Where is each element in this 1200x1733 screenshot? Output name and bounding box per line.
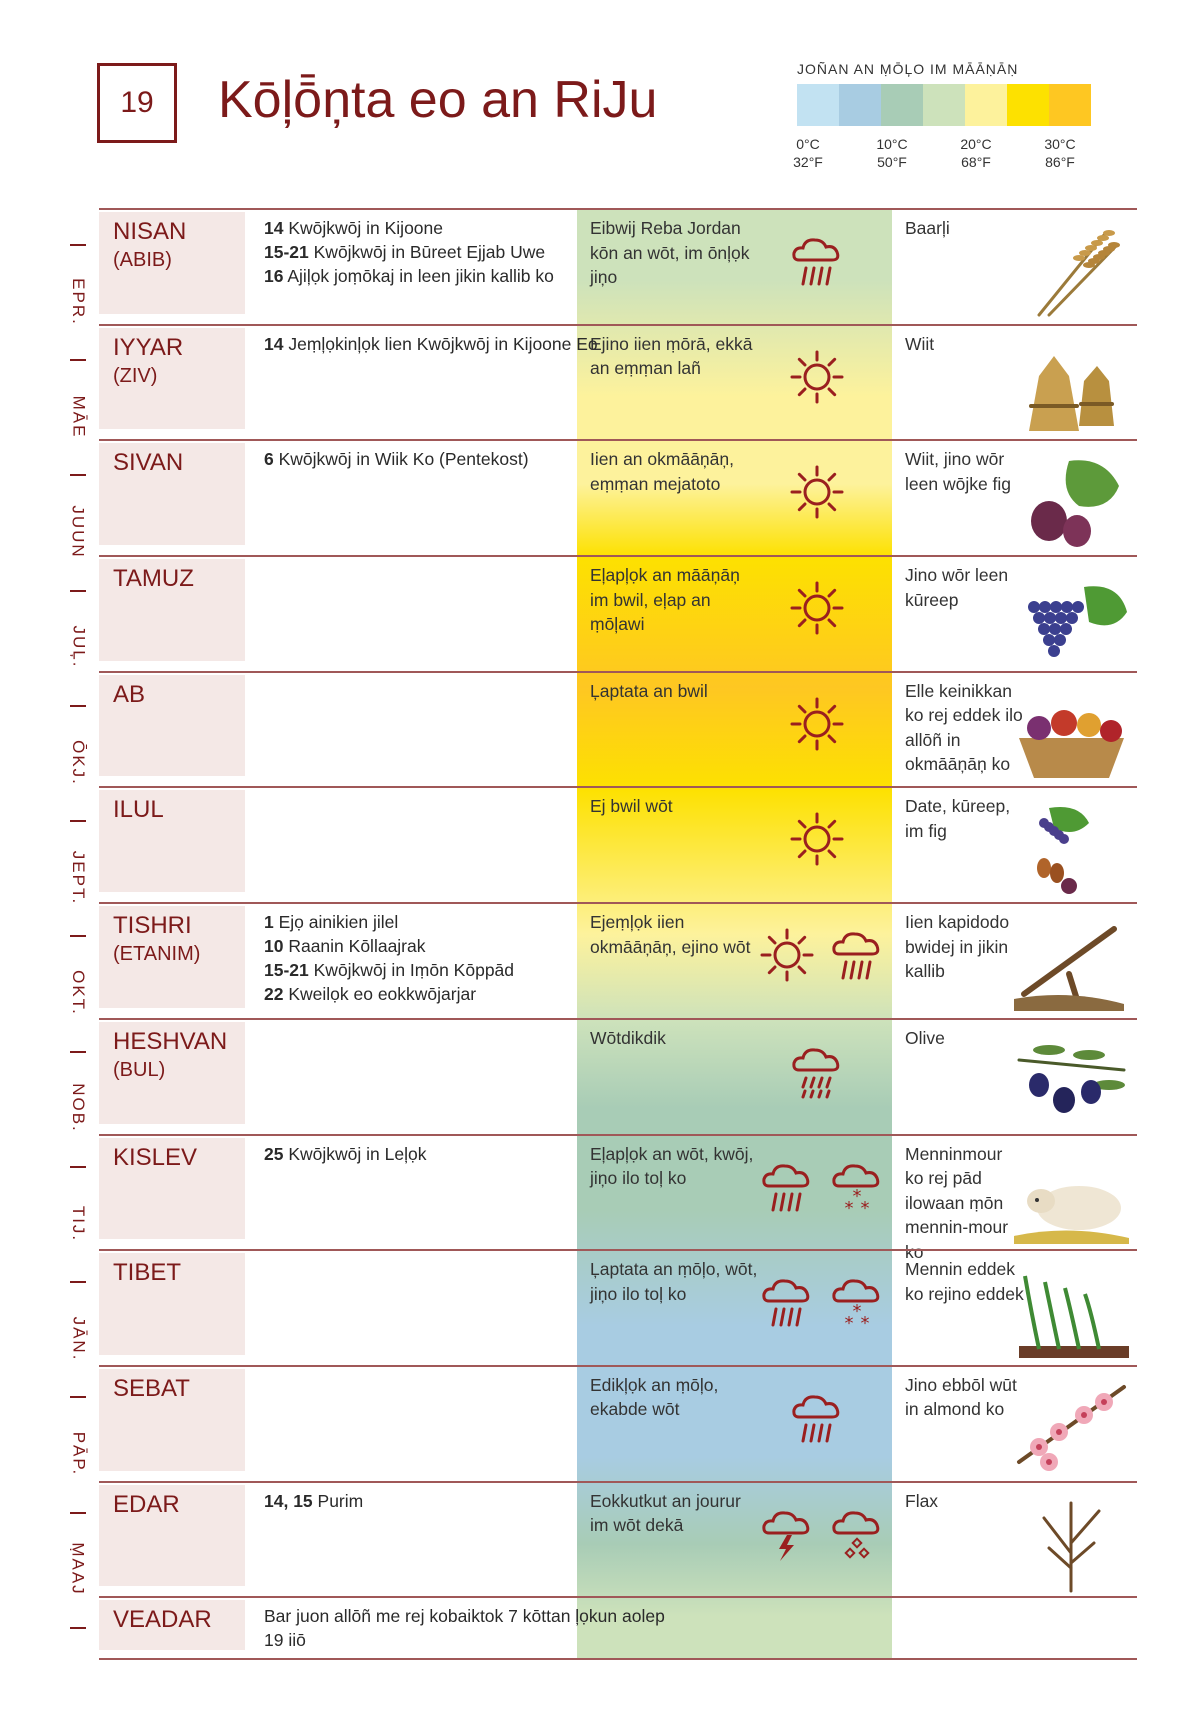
festival-date: 25: [264, 1143, 284, 1164]
rain-icon: [759, 1271, 815, 1333]
hebrew-month-name: [113, 1028, 227, 1084]
legend-tick-celsius: 30°C: [1044, 136, 1076, 152]
light-rain-icon: [789, 1040, 845, 1102]
row-divider: [99, 1134, 1137, 1136]
sun-icon: [789, 808, 845, 870]
wheat-sheaves-icon: [1009, 336, 1134, 436]
festival-name: Raanin Kōllaajrak: [283, 936, 426, 957]
festival-date: 22: [264, 984, 284, 1005]
festival-name: Ejọ ainikien jilel: [273, 912, 399, 933]
gregorian-month-label: [62, 820, 94, 935]
legend-tick-celsius: 0°C: [796, 136, 820, 152]
month-alt-name: (ZIV): [113, 364, 158, 387]
svg-text:*: *: [860, 1313, 870, 1334]
hebrew-month-name: [113, 1375, 190, 1403]
crop-description: Wiit: [905, 333, 935, 354]
rain-icon: [829, 924, 885, 986]
crop-illustration: [1009, 683, 1134, 783]
festival-name: Kweilọk eo eokkwōjarjar: [283, 984, 477, 1005]
weather-description: Ļaptata an ṃōļo, wōt, jiņo ilo toļ ko: [590, 1259, 758, 1304]
crop-illustration: [1009, 798, 1134, 898]
storm-icon: [759, 1503, 815, 1565]
festival-name: Kwōjkwōj in Kijoone: [283, 218, 443, 238]
month-name: SEBAT: [113, 1374, 190, 1402]
sun-icon: [759, 924, 815, 986]
hebrew-month-name: [113, 334, 183, 390]
crop-illustration: [1009, 1493, 1134, 1593]
month-name: TISHRI: [113, 912, 192, 940]
festival-date: 6: [264, 449, 274, 470]
gregorian-month-label: [62, 935, 94, 1050]
svg-text:*: *: [852, 1185, 862, 1207]
gregorian-month-label: [62, 474, 94, 589]
legend-tick: [862, 135, 922, 171]
row-divider: [99, 1596, 1137, 1598]
rain-icon: [759, 1156, 815, 1218]
sun-icon: [789, 693, 845, 755]
crop-description: Iien kapidodo bwidej in jikin kallib: [905, 912, 1010, 982]
page-title: Kōļō̄ņta eo an RiJu: [218, 71, 658, 129]
crop-illustration: [1009, 914, 1134, 1014]
temperature-legend-title: JOÑAN AN ṂŌĻO IM MĀĀṆĀṆ: [797, 61, 1019, 77]
row-divider: [99, 324, 1137, 326]
festival-date: 16: [264, 266, 284, 286]
month-name: NISAN: [113, 218, 187, 245]
gregorian-month-label: [62, 590, 94, 705]
legend-tick: [1030, 135, 1090, 171]
hebrew-month-name: [113, 218, 186, 274]
gregorian-month-text: JUUN: [69, 505, 88, 559]
weather-description: Ejeṃļọk iien okmāāņāņ, ejino wōt: [590, 912, 751, 957]
sprouts-icon: [1009, 1261, 1134, 1361]
row-divider: [99, 671, 1137, 673]
month-name: IYYAR: [113, 333, 184, 361]
crop-illustration: [1009, 451, 1134, 551]
gregorian-month-label: [62, 705, 94, 820]
festival-date: 15-21: [264, 960, 309, 981]
gregorian-month-text: PĀP.: [69, 1431, 88, 1477]
crop-illustration: [1009, 1261, 1134, 1361]
legend-swatch: [923, 84, 965, 126]
legend-swatch: [797, 84, 839, 126]
crop-illustration: [1009, 567, 1134, 667]
legend-swatch: [965, 84, 1007, 126]
legend-tick: [778, 135, 838, 171]
hebrew-month-name: [113, 565, 194, 593]
month-alt-name: (ABIB): [113, 249, 172, 271]
festival-entry: [264, 1604, 676, 1652]
weather-description: Eļapļọk an māāņāņ im bwil, eļap an ṃōļawi: [590, 565, 740, 635]
fig-icon: [1009, 451, 1134, 551]
svg-text:*: *: [844, 1197, 854, 1218]
row-divider: [99, 902, 1137, 904]
crop-description: Olive: [905, 1027, 945, 1048]
crop-description: Menninmour ko rej pād ilowaan ṃōn mennin-mour ko: [905, 1143, 1009, 1262]
crop-illustration: [1009, 220, 1134, 320]
hebrew-month-name: [113, 1144, 197, 1172]
svg-text:*: *: [852, 1301, 862, 1323]
almond-blossom-icon: [1009, 1377, 1134, 1477]
festival-date: 10: [264, 936, 284, 957]
festivals-cell: [264, 1604, 676, 1652]
weather-description: Ļaptata an bwil: [590, 680, 708, 701]
weather-description: Wōtdikdik: [590, 1027, 666, 1048]
festival-name: Kwōjkwōj in Būreet Ejjab Uwe: [308, 242, 546, 262]
month-name: TAMUZ: [113, 565, 194, 593]
row-divider: [99, 1249, 1137, 1251]
legend-tick-celsius: 20°C: [960, 136, 992, 152]
gregorian-month-text: JUĻ.: [69, 625, 88, 669]
gregorian-month-label: [62, 359, 94, 474]
festival-name: Kwōjkwōj in Wiik Ko (Pentekost): [273, 449, 529, 470]
legend-tick-fahrenheit: 32°F: [793, 154, 823, 170]
gregorian-month-label: [62, 1166, 94, 1281]
gregorian-month-text: NOB.: [69, 1083, 88, 1134]
weather-description: Iien an okmāāņāņ, eṃṃan mejatoto: [590, 449, 734, 494]
temperature-legend-scale: [797, 84, 1091, 126]
svg-text:*: *: [844, 1313, 854, 1334]
crop-illustration: [1009, 336, 1134, 436]
month-alt-name: (ETANIM): [113, 943, 201, 966]
crop-illustration: [1009, 1146, 1134, 1246]
legend-tick-fahrenheit: 86°F: [1045, 154, 1075, 170]
festival-date: 14: [264, 218, 284, 238]
month-name: KISLEV: [113, 1143, 198, 1171]
festival-date: 1: [264, 912, 274, 933]
snow-icon: [829, 1156, 885, 1218]
sheep-icon: [1009, 1146, 1134, 1246]
month-name: HESHVAN: [113, 1027, 228, 1055]
hebrew-month-name: [113, 796, 164, 824]
weather-description: Ejino iien ṃōrā, ekkā an eṃṃan lañ: [590, 333, 753, 379]
legend-swatch: [1007, 84, 1049, 126]
crop-description: Wiit, jino wōr leen wōjke fig: [905, 449, 1012, 494]
gregorian-month-column: [62, 208, 94, 1660]
legend-tick: [946, 135, 1006, 171]
crop-description: Elle keinikkan ko rej eddek ilo allōñ in okmāāņāņ ko: [905, 680, 1023, 775]
gregorian-month-label: [62, 1281, 94, 1396]
festival-date: 15-21: [264, 242, 309, 262]
crop-description: Baarļi: [905, 218, 950, 238]
svg-text:*: *: [860, 1197, 870, 1218]
hebrew-month-name: [113, 1259, 181, 1287]
sun-icon: [789, 461, 845, 523]
weather-description: Eokkutkut an jourur im wōt dekā: [590, 1490, 741, 1536]
legend-tick-celsius: 10°C: [876, 136, 908, 152]
crop-illustration: [1009, 1377, 1134, 1477]
gregorian-month-text: JEPT.: [69, 850, 88, 905]
gregorian-month-label: [62, 244, 94, 359]
month-name: AB: [113, 680, 146, 708]
rain-icon: [789, 1387, 845, 1449]
plow-icon: [1009, 914, 1134, 1014]
hebrew-month-name: [113, 1491, 180, 1519]
month-name: VEADAR: [113, 1606, 212, 1634]
weather-description: Eļapļọk an wōt, kwōj, jiņo ilo toļ ko: [590, 1143, 754, 1189]
legend-swatch: [1049, 84, 1091, 126]
month-name: TIBET: [113, 1259, 182, 1287]
crop-description: Jino ebbōl wūt in almond ko: [905, 1374, 1017, 1420]
weather-icons: [759, 924, 885, 986]
weather-icons: [789, 230, 845, 292]
weather-description: Ej bwil wōt: [590, 796, 673, 817]
crop-description: Date, kūreep, im fig: [905, 796, 1011, 841]
festival-name: Purim: [312, 1490, 364, 1511]
gregorian-month-text: EPR.: [69, 277, 88, 326]
snow-icon: [829, 1271, 885, 1333]
fruit-basket-icon: [1009, 683, 1134, 783]
row-divider: [99, 1658, 1137, 1660]
festival-name: Kwōjkwōj in Iṃōn Kōppād: [308, 960, 515, 981]
weather-icons: [789, 1040, 845, 1102]
crop-illustration: [1009, 1030, 1134, 1130]
festival-date: 14: [264, 333, 284, 354]
month-separator: [70, 1627, 86, 1629]
hebrew-month-name: [113, 681, 145, 709]
legend-swatch: [839, 84, 881, 126]
weather-icons: [759, 1503, 885, 1565]
month-name: EDAR: [113, 1490, 180, 1518]
gregorian-month-text: JĀN.: [69, 1316, 88, 1362]
weather-description: Eibwij Reba Jordan kōn an wōt, im ōnļọk jiņo: [590, 218, 750, 287]
gregorian-month-text: ṂAAJ: [69, 1542, 88, 1596]
weather-icons: [759, 1271, 885, 1333]
festival-date: 14, 15: [264, 1490, 313, 1511]
festival-entry: [264, 958, 676, 982]
sun-icon: [789, 577, 845, 639]
weather-icons: [759, 1156, 885, 1218]
gregorian-month-text: TIJ.: [69, 1205, 88, 1242]
weather-icons: [789, 808, 845, 870]
weather-description: Edikļọk an ṃōļo, ekabde wōt: [590, 1374, 719, 1420]
row-divider: [99, 786, 1137, 788]
barley-icon: [1009, 220, 1134, 320]
sun-icon: [789, 346, 845, 408]
legend-tick-fahrenheit: 68°F: [961, 154, 991, 170]
legend-swatch: [881, 84, 923, 126]
weather-icons: [789, 1387, 845, 1449]
month-name: SIVAN: [113, 449, 184, 477]
page-number: 19: [97, 63, 177, 143]
weather-icons: [789, 346, 845, 408]
festival-name: Ajiļọk joṃōkaj in leen jikin kallib ko: [283, 266, 554, 286]
hebrew-month-name: [113, 1606, 212, 1634]
hail-icon: [829, 1503, 885, 1565]
gregorian-month-text: OKT.: [69, 970, 89, 1016]
crop-description: Mennin eddek ko rejino eddek: [905, 1259, 1024, 1304]
gregorian-month-label: [62, 1051, 94, 1166]
weather-icons: [789, 693, 845, 755]
weather-icons: [789, 577, 845, 639]
dates-icon: [1009, 798, 1134, 898]
row-divider: [99, 555, 1137, 557]
rain-icon: [789, 230, 845, 292]
row-divider: [99, 439, 1137, 441]
month-alt-name: (BUL): [113, 1058, 166, 1081]
calendar-table: [99, 208, 1137, 1660]
festival-entry: [264, 982, 676, 1006]
weather-icons: [789, 461, 845, 523]
row-divider: [99, 1365, 1137, 1367]
festival-name: Bar juon allōñ me rej kobaiktok 7 kōttan ļọkun aolep 19 iiō: [264, 1606, 665, 1651]
flax-icon: [1009, 1493, 1134, 1593]
gregorian-month-label: [62, 1512, 94, 1627]
grapes-icon: [1009, 567, 1134, 667]
gregorian-month-text: MĀE: [69, 395, 88, 439]
gregorian-month-label: [62, 1396, 94, 1511]
row-divider: [99, 1481, 1137, 1483]
hebrew-month-name: [113, 449, 183, 477]
legend-tick-fahrenheit: 50°F: [877, 154, 907, 170]
month-name: ILUL: [113, 796, 164, 824]
row-divider: [99, 1018, 1137, 1020]
crop-description: Jino wōr leen kūreep: [905, 565, 1009, 610]
festival-name: Kwōjkwōj in Leļọk: [283, 1143, 427, 1164]
crop-description: Flax: [905, 1490, 939, 1511]
olive-icon: [1009, 1030, 1134, 1130]
hebrew-month-name: [113, 912, 200, 968]
gregorian-month-text: ŌKJ.: [69, 739, 89, 786]
row-divider: [99, 208, 1137, 210]
festival-name: Jeṃļọkinļọk lien Kwōjkwōj in Kijoone Eo: [283, 333, 598, 354]
